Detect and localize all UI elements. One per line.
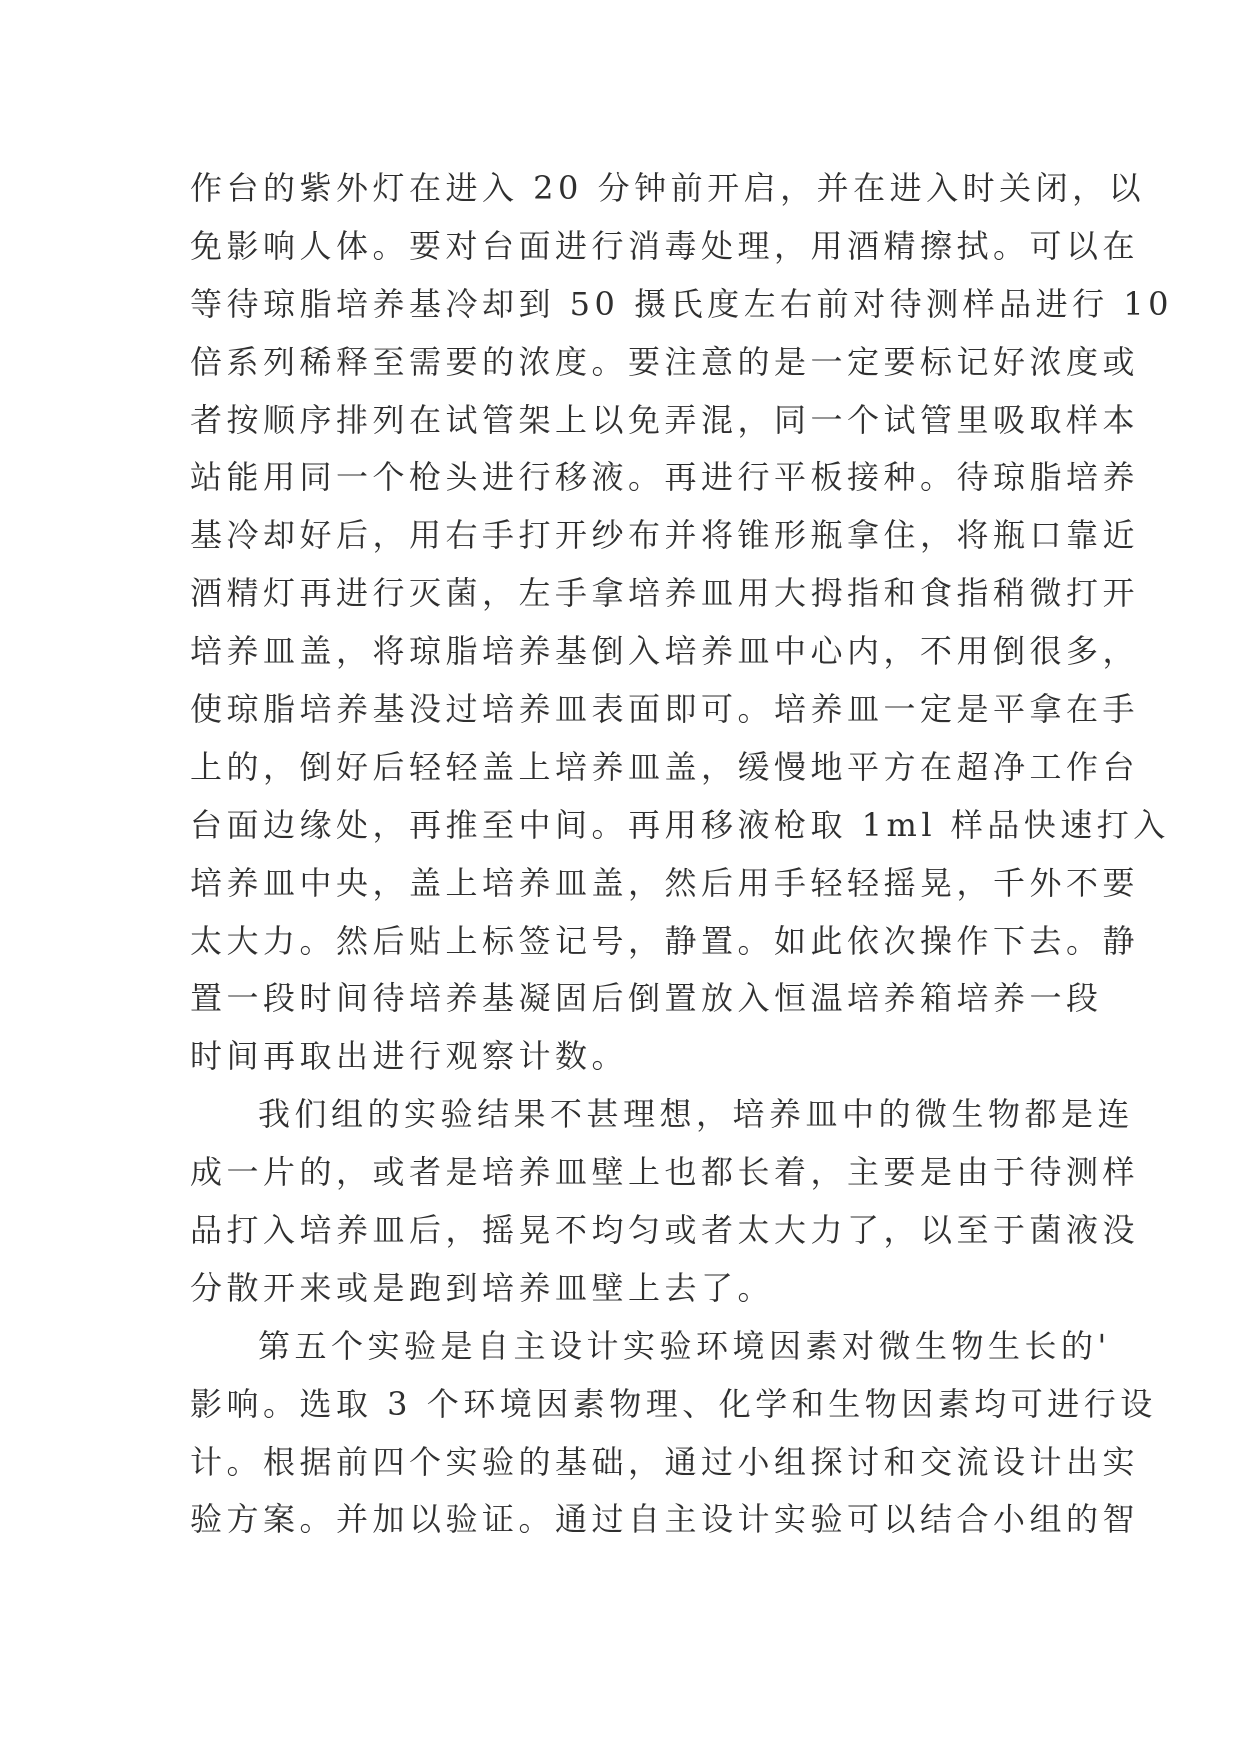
text-line: 台面边缘处，再推至中间。再用移液枪取 1ml 样品快速打入 [190, 805, 1170, 844]
document-body [190, 160, 1173, 1549]
text-line: 等待琼脂培养基冷却到 50 摄氏度左右前对待测样品进行 10 [190, 284, 1173, 323]
text-line: 站能用同一个枪头进行移液。再进行平板接种。待琼脂培养 [190, 458, 1140, 497]
text-line: 分散开来或是跑到培养皿壁上去了。 [190, 1268, 775, 1307]
text-line: 太大力。然后贴上标签记号，静置。如此依次操作下去。静 [190, 921, 1140, 960]
text-line: 时间再取出进行观察计数。 [190, 1037, 629, 1076]
text-line: 酒精灯再进行灭菌，左手拿培养皿用大拇指和食指稍微打开 [190, 574, 1140, 613]
text-line: 者按顺序排列在试管架上以免弄混，同一个试管里吸取样本 [190, 400, 1140, 439]
text-line: 影响。选取 3 个环境因素物理、化学和生物因素均可进行设 [190, 1384, 1157, 1423]
text-line: 基冷却好后，用右手打开纱布并将锥形瓶拿住，将瓶口靠近 [190, 516, 1140, 555]
text-line: 作台的紫外灯在进入 20 分钟前开启，并在进入时关闭，以 [190, 169, 1146, 207]
paragraph-results [190, 1086, 1140, 1318]
text-line: 成一片的，或者是培养皿壁上也都长着，主要是由于待测样 [190, 1153, 1140, 1192]
text-line: 培养皿盖，将琼脂培养基倒入培养皿中心内，不用倒很多， [190, 632, 1140, 671]
text-line: 免影响人体。要对台面进行消毒处理，用酒精擦拭。可以在 [190, 226, 1140, 265]
text-line-indented: 第五个实验是自主设计实验环境因素对微生物生长的' [258, 1326, 1111, 1365]
text-line: 上的，倒好后轻轻盖上培养皿盖，缓慢地平方在超净工作台 [190, 747, 1140, 786]
paragraph-procedure [190, 160, 1173, 1086]
text-line: 品打入培养皿后，摇晃不均匀或者太大力了，以至于菌液没 [190, 1211, 1140, 1250]
text-line: 置一段时间待培养基凝固后倒置放入恒温培养箱培养一段 [190, 979, 1103, 1018]
text-line: 使琼脂培养基没过培养皿表面即可。培养皿一定是平拿在手 [190, 690, 1140, 729]
paragraph-fifth-experiment [190, 1318, 1157, 1550]
text-line: 验方案。并加以验证。通过自主设计实验可以结合小组的智 [190, 1500, 1140, 1539]
text-line: 倍系列稀释至需要的浓度。要注意的是一定要标记好浓度或 [190, 342, 1140, 381]
text-line: 培养皿中央，盖上培养皿盖，然后用手轻轻摇晃，千外不要 [190, 863, 1140, 902]
text-line-indented: 我们组的实验结果不甚理想，培养皿中的微生物都是连 [258, 1095, 1135, 1134]
text-line: 计。根据前四个实验的基础，通过小组探讨和交流设计出实 [190, 1442, 1140, 1481]
